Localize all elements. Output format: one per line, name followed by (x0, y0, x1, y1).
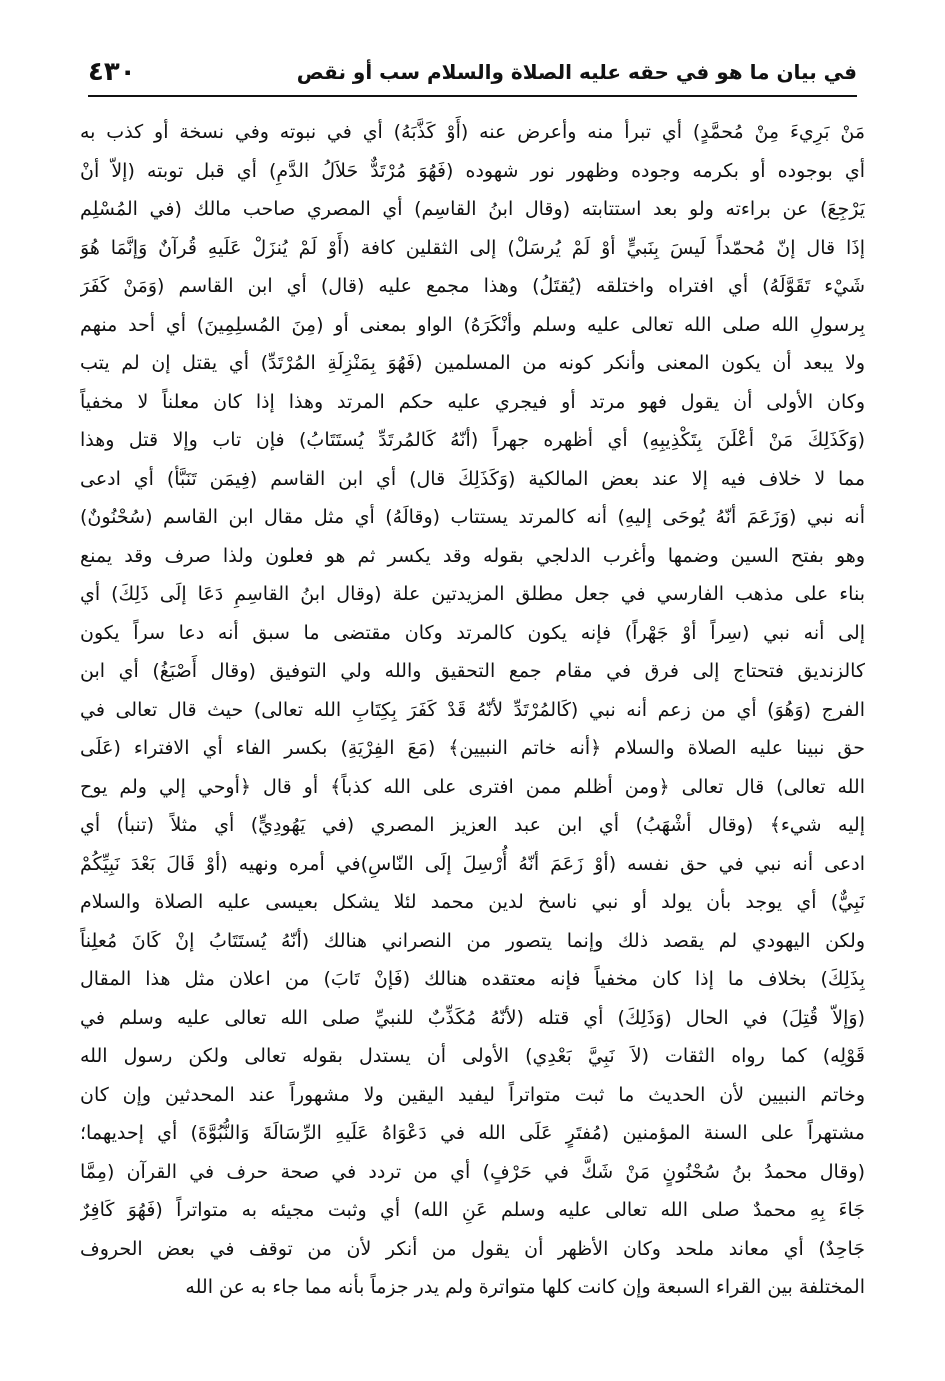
body-text (80, 113, 865, 1307)
text-line: (وقال محمدُ بنُ سُحْنُونٍ مَنْ شَكَّ في حَرْفٍ) أي من تردد في صحة حرف في القرآن (مِمَّا (80, 1160, 865, 1183)
running-title: في بيان ما هو في حقه عليه الصلاة والسلام سب أو نقص (296, 60, 857, 84)
text-line: إليه شيء﴾ (وقال أشْهَبُ) أي ابن عبد العزيز المصري (في يَهُودِيٍّ) أي مثلاً (تنبأ) أي (80, 814, 865, 836)
text-line: كالزنديق فتحتاج إلى فرق في مقام جمع التحقيق والله ولي التوفيق (وقال أَصْبَغُ) أي ابن (80, 660, 865, 682)
text-line: بِذَلِكَ) بخلاف ما إذا كان مخفياً فإنه معتقده هنالك (فَإنْ تَابَ) من اعلان مثل هذا المقال (80, 968, 865, 990)
header-rule (88, 95, 857, 97)
text-line: الفرج (وَهُوَ) أي من زعم أنه نبي (كَالمُرْتَدِّ لأنّهُ قَدْ كَفَرَ بِكِتَابِ الله تعالى) حيث قال تعالى في (80, 698, 865, 721)
page-number: ٤٣٠ (88, 57, 136, 87)
text-line: أي بوجوده أو بكرمه وجوده وظهور نور شهوده (فَهُوَ مُرْتَدٌّ حَلاَلُ الدَّمِ) أي قبل توبته (إلاّ أنْ (80, 159, 865, 182)
text-line: مشتهراً على السنة المؤمنين (مُفتَرٍ عَلَى الله في دَعْوَاهُ عَلَيهِ الرِّسَالَةَ وَالنُّبُوَّةَ) أي إحديهما؛ (80, 1122, 865, 1144)
text-line: بِرسولِ الله صلى الله تعالى عليه وسلم وأنْكَرَهُ) الواو بمعنى أو (مِنَ المُسلِمِينَ) أي أحد منهم (80, 313, 865, 336)
text-line: الله تعالى) قال تعالى ﴿ومن أظلم ممن افترى على الله كذباً﴾ أو قال ﴿أوحي إلي ولم يوح (80, 775, 865, 798)
text-line: مما لا خلاف فيه إلا عند بعض المالكية (وَكَذَلِكَ قال) أي ابن القاسم (فِيمَن تَنَبَّأ) أي ادعى (80, 467, 865, 490)
text-line: بناء على مذهب الفارسي في جعل مطلق المزيدتين علة (وقال ابنُ القاسِمِ دَعَا إلَى ذَلِكَ) أي (80, 583, 865, 605)
text-line: (وَكَذَلِكَ مَنْ أعْلَنَ بِتَكْذِيبِهِ) أي أظهره جهراً (أنّهُ كَالمُرتَدِّ يُستَتَابُ) فإن تاب وإلا قتل وهذا (80, 429, 865, 451)
text-line: ادعى أنه نبي في حق نفسه (أوْ زَعَمَ أنّهُ أُرْسِلَ إلَى النّاسِ)في أمره ونهيه (أوْ قَالَ بَعْدَ نَبِيِّكُمْ (80, 852, 865, 875)
page-header (88, 52, 857, 92)
text-line: المختلفة بين القراء السبعة وإن كانت كلها متواترة ولم يدر جزماً بأنه مما جاء به عن الله (185, 1276, 865, 1298)
text-line: وكان الأولى أن يقول فهو مرتد أو فيجري عليه حكم المرتد وهذا إذا كان معلناً لا مخفياً (80, 390, 865, 413)
text-line: جَاحِدٌ) أي معاند ملحد وكان الأظهر أن يقول من أنكر لأن من توقف في بعض الحروف (80, 1237, 865, 1260)
text-line: يَرْجِعَ) عن براءته ولو بعد استتابته (وقال ابنُ القاسِم) أي المصري صاحب مالك (في المُسْلِم (80, 198, 865, 220)
text-line: قَوْلِه) كما رواه الثقات (لاَ نَبِيَّ بَعْدِي) الأولى أن يستدل بقوله تعالى ولكن رسول الله (80, 1045, 865, 1067)
text-line: (وَإلاّ قُتِلَ) في الحال (وَذَلِكَ) أي قتله (لأنّهُ مُكَذِّبٌ للنبيِّ صلى الله تعالى عليه وسلم في (80, 1006, 865, 1029)
text-line: نَبِيٌّ) أي يوجد بأن يولد أو نبي ناسخ لدين محمد لئلا يشكل بعيسى عليه الصلاة والسلام (80, 891, 865, 913)
text-line: إلى أنه نبي (سِراً أوْ جَهْراً) فإنه يكون كالمرتد وكان مقتضى ما سبق أنه دعا سراً يكون (80, 621, 865, 644)
text-line: أنه نبي (وَزَعَمَ أنّهُ يُوحَى إليهِ) أنه كالمرتد يستتاب (وقالَهُ) أي مثل مقال ابن القاسم (سُحْنُونٌ) (80, 506, 865, 528)
text-line: حق نبينا عليه الصلاة والسلام ﴿أنه خاتم النبيين﴾ (مَعَ الفِرْيَةِ) بكسر الفاء أي الافتراء (عَلَى (80, 737, 865, 759)
text-line: جَاءَ بِهِ محمدٌ صلى الله تعالى عليه وسلم عَنِ الله) أي وثبت مجيئه به متواتراً (فَهُوَ كَافِرٌ (80, 1199, 865, 1221)
text-line: شَيْء تَقَوَّلَهُ) أي افتراه واختلقه (يُقتَلُ) وهذا مجمع عليه (قال) أي ابن القاسم (وَمَنْ كَفَرَ (80, 275, 865, 297)
text-line: ولكن اليهودي لم يقصد ذلك وإنما يتصور من النصراني هنالك (أنّهُ يُستَتَابُ إنْ كَانَ مُعلِناً (80, 929, 865, 952)
text-line: مَنْ بَرِيءَ مِنْ مُحمَّدٍ) أي تبرأ منه وأعرض عنه (أَوْ كَذَّبَهُ) أي في نبوته وفي نسخة أو كذب به (80, 121, 865, 143)
text-line: إذَا قال إنّ مُحمّداً لَيسَ بِنَبيٍّ أوْ لَمْ يُرسَلْ) إلى الثقلين كافة (أَوْ لَمْ يُنزَلْ عَلَيهِ قُرآنٌ وَإنَّمَا هُوَ (80, 236, 865, 259)
text-line: وخاتم النبيين لأن الحديث ما ثبت متواتراً ليفيد اليقين ولا مشهوراً عند المحدثين وإن كان (80, 1083, 865, 1106)
text-line: وهو بفتح السين وضمها وأغرب الدلجي بقوله وقد يكسر ثم هو فعلون ولذا صرف وقد يمنع (80, 544, 865, 567)
text-line: ولا يبعد أن يكون المعنى وأنكر كونه من المسلمين (فَهُوَ بِمَنْزِلَةِ المُرْتَدِّ) أي يقتل إن لم يتب (80, 352, 865, 374)
